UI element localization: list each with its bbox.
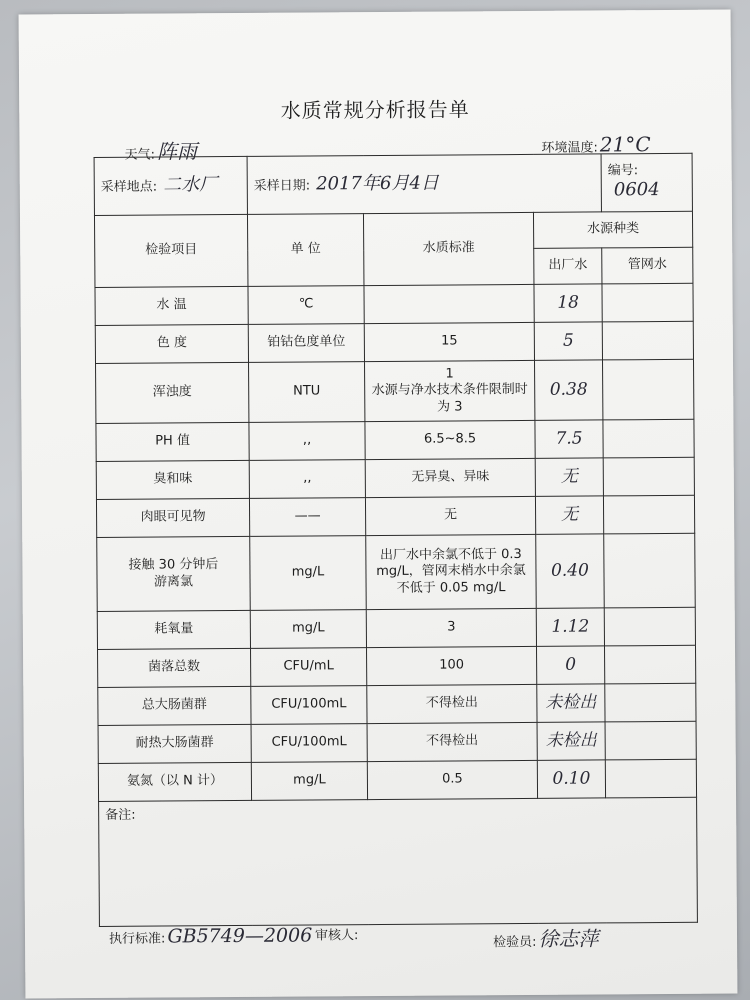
row-plant-value — [535, 420, 603, 458]
col-network: 管网水 — [602, 247, 693, 284]
table-row — [96, 495, 694, 537]
col-plant: 出厂水 — [534, 248, 602, 284]
row-standard-cell: 无异臭、异味 — [365, 458, 535, 497]
table-row — [96, 419, 694, 461]
row-plant-value — [535, 458, 603, 496]
row-unit-cell: CFU/100mL — [251, 724, 367, 763]
row-unit-cell: mg/L — [251, 762, 367, 801]
row-network-value — [602, 321, 693, 360]
number-cell — [601, 153, 692, 212]
row-standard-cell: 100 — [367, 646, 537, 685]
table-row — [95, 321, 693, 363]
row-item-cell: 色 度 — [95, 324, 248, 363]
row-network-value — [603, 495, 694, 534]
date-value: 2017年6月4日 — [316, 172, 439, 195]
standard-field — [109, 924, 312, 947]
row-network-value — [605, 645, 696, 684]
row-plant-value-text: 未检出 — [545, 730, 597, 751]
row-unit-cell: CFU/mL — [251, 648, 367, 687]
row-plant-value-text: 0.40 — [550, 560, 589, 581]
remarks-cell — [99, 797, 698, 926]
row-standard-cell — [364, 284, 534, 323]
row-standard-cell: 3 — [366, 608, 536, 647]
table-row — [98, 721, 696, 763]
row-unit-cell: ,, — [249, 422, 365, 461]
date-cell — [247, 154, 601, 214]
row-network-value — [605, 759, 696, 798]
row-plant-value — [537, 722, 605, 760]
row-network-value — [603, 359, 694, 420]
table-row — [95, 283, 693, 325]
remarks-label: 备注: — [105, 807, 136, 823]
row-standard-cell: 0.5 — [367, 760, 537, 799]
env-temp-label: 环境温度: — [541, 140, 598, 156]
row-item-cell: 臭和味 — [96, 460, 249, 499]
weather-label: 天气: — [124, 147, 156, 163]
inspector-field — [493, 922, 599, 952]
analysis-table — [94, 153, 698, 927]
row-unit-cell: 铂钴色度单位 — [248, 324, 364, 363]
location-label: 采样地点: — [100, 179, 158, 196]
row-standard-cell: 出厂水中余氯不低于 0.3 mg/L，管网末梢水中余氯不低于 0.05 mg/L — [366, 534, 537, 609]
col-unit: 单 位 — [247, 214, 363, 287]
row-plant-value-text: 未检出 — [545, 692, 597, 713]
row-plant-value — [536, 646, 604, 684]
remarks-row — [99, 797, 698, 926]
row-plant-value-text: 无 — [560, 466, 578, 487]
data-rows — [95, 283, 697, 801]
row-network-value — [603, 419, 694, 458]
row-plant-value — [534, 284, 602, 322]
row-item-cell: 菌落总数 — [98, 648, 251, 687]
table-row — [98, 645, 696, 687]
weather-value: 阵雨 — [156, 139, 198, 164]
row-item-cell: 浑浊度 — [96, 362, 249, 423]
row-plant-value-text: 18 — [557, 292, 579, 313]
row-item-cell: 水 温 — [95, 286, 248, 325]
inspector-value: 徐志萍 — [538, 926, 599, 951]
row-network-value — [604, 607, 695, 646]
table-row — [98, 683, 696, 725]
report-sheet — [19, 10, 738, 999]
col-source: 水源种类 — [533, 211, 692, 248]
table-row — [96, 359, 694, 423]
location-value: 二水厂 — [163, 174, 218, 196]
table-row — [97, 533, 696, 611]
row-network-value — [604, 533, 696, 608]
row-network-value — [602, 283, 693, 322]
row-plant-value — [536, 608, 604, 646]
row-unit-cell: —— — [249, 498, 365, 537]
row-standard-cell: 15 — [364, 322, 534, 361]
standard-label: 执行标准: — [108, 931, 166, 947]
row-plant-value-text: 1.12 — [551, 616, 590, 637]
column-header-row — [94, 211, 692, 251]
col-item: 检验项目 — [94, 214, 247, 287]
row-unit-cell: mg/L — [250, 536, 367, 611]
header-info-row — [94, 153, 692, 215]
number-label: 编号: — [607, 163, 639, 179]
row-plant-value — [537, 760, 605, 798]
row-item-cell: 总大肠菌群 — [98, 686, 251, 725]
table-row — [97, 607, 695, 649]
reviewer-label: 审核人: — [314, 928, 359, 944]
col-standard: 水质标准 — [363, 212, 533, 285]
row-plant-value-text: 7.5 — [555, 428, 583, 449]
date-label: 采样日期: — [253, 178, 311, 195]
env-temp-value: 21°C — [599, 132, 651, 157]
row-item-cell: 肉眼可见物 — [96, 498, 249, 537]
row-plant-value-text: 0.10 — [552, 768, 591, 789]
row-plant-value-text: 5 — [562, 330, 574, 351]
location-cell — [94, 156, 247, 215]
row-plant-value-text: 无 — [561, 504, 579, 525]
row-unit-cell: CFU/100mL — [251, 686, 367, 725]
row-network-value — [605, 721, 696, 760]
inspector-label: 检验员: — [493, 934, 537, 951]
table-row — [98, 759, 696, 801]
row-item-cell: PH 值 — [96, 422, 249, 461]
row-network-value — [603, 457, 694, 496]
row-plant-value — [534, 322, 602, 360]
row-standard-cell: 无 — [365, 496, 535, 535]
row-standard-cell: 1 水源与净水技术条件限制时为 3 — [365, 360, 535, 421]
table-row — [96, 457, 694, 499]
number-value: 0604 — [613, 179, 660, 201]
row-network-value — [605, 683, 696, 722]
row-unit-cell: ,, — [249, 460, 365, 499]
row-plant-value-text: 0.38 — [549, 379, 588, 400]
row-plant-value-text: 0 — [565, 654, 577, 675]
standard-value: GB5749—2006 — [167, 924, 313, 948]
row-unit-cell: mg/L — [250, 610, 366, 649]
row-standard-cell: 不得检出 — [367, 722, 537, 761]
row-item-cell: 氨氮（以 N 计） — [98, 762, 251, 801]
row-unit-cell: ℃ — [248, 286, 364, 325]
row-plant-value — [535, 360, 603, 420]
row-item-cell: 耗氧量 — [97, 610, 250, 649]
row-unit-cell: NTU — [249, 362, 365, 423]
row-plant-value — [536, 534, 605, 608]
row-plant-value — [537, 684, 605, 722]
row-standard-cell: 不得检出 — [367, 684, 537, 723]
page-title: 水质常规分析报告单 — [280, 97, 470, 123]
row-item-cell: 接触 30 分钟后 游离氯 — [97, 536, 251, 611]
row-standard-cell: 6.5~8.5 — [365, 420, 535, 459]
row-item-cell: 耐热大肠菌群 — [98, 724, 251, 763]
reviewer-field — [315, 924, 359, 943]
row-plant-value — [535, 496, 603, 534]
